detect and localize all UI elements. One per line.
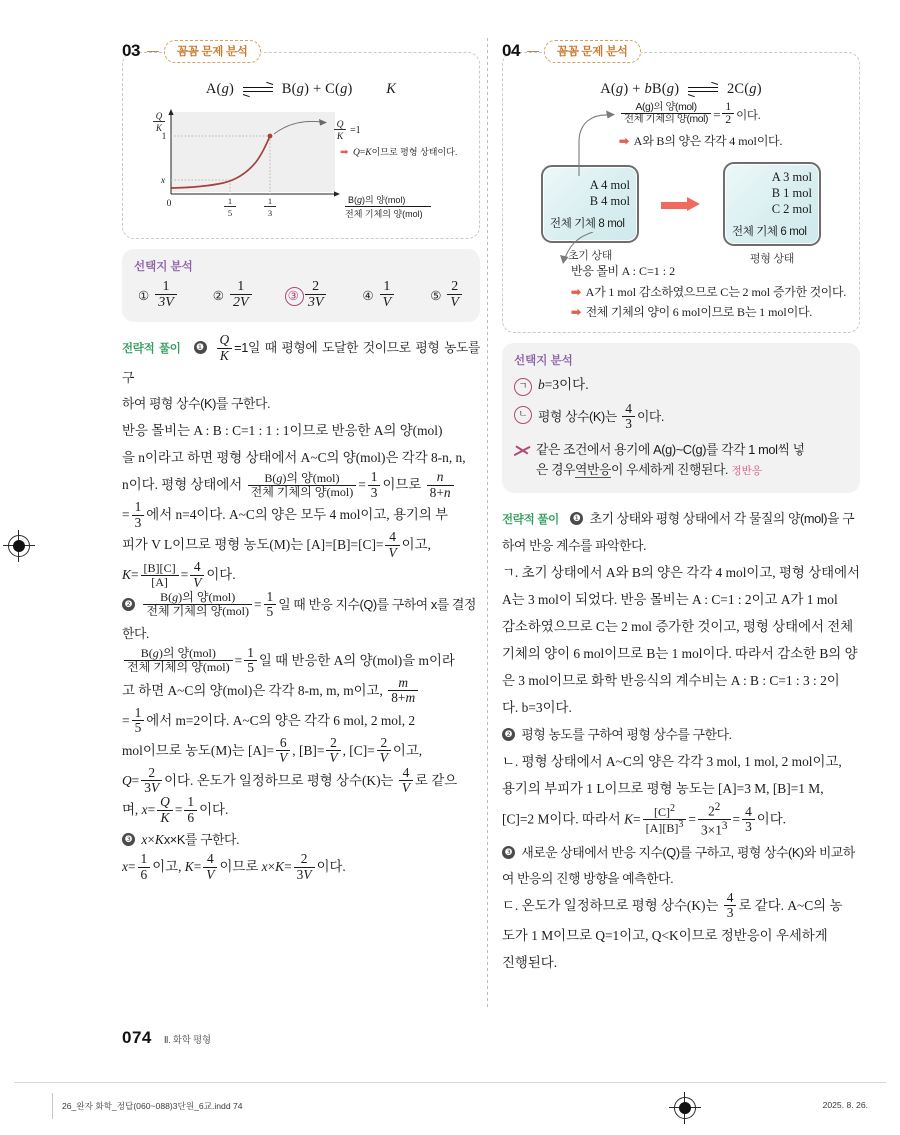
solution-line: 며, x= $\frac{Q}{K}$ = $\frac{1}{6}$ 이다. bbox=[122, 794, 229, 825]
statement-item-incorrect[interactable] bbox=[514, 440, 848, 481]
step-marker-3: ❸ bbox=[122, 833, 135, 846]
solution-line: 전략적 풀이 ❶ $\frac{Q}{K}$ =1일 때 평형에 도달한 것이므로 평형 농도를 구 bbox=[122, 332, 480, 386]
solution-line: 을 n이라고 하면 평형 상태에서 A~C의 양(mol)은 각각 8-n, n, bbox=[122, 450, 466, 466]
vessel-line: C 2 mol bbox=[771, 202, 812, 216]
solution-line: 하여 평형 상수(K)를 구한다. bbox=[122, 396, 271, 412]
analysis-pill-label: 꼼꼼 문제 분석 bbox=[164, 40, 261, 63]
registration-mark-left bbox=[8, 535, 30, 557]
tick-dash-icon bbox=[147, 51, 159, 52]
solution-line: 한다. bbox=[122, 625, 150, 641]
ratio-notes bbox=[515, 262, 847, 322]
problem-03-column bbox=[122, 38, 480, 883]
arrow-right-icon: ➡ bbox=[619, 133, 629, 148]
solution-line: n이다. 평형 상태에서 $\frac{\text{B(g)의 양(mol)}}{\text{전체 기체의 양(mol)}}$ = $\frac{1}{3}$ 이므로 $\frac{n}{8+n}$ bbox=[122, 471, 480, 501]
option-analysis-04 bbox=[502, 343, 860, 494]
reaction-equation-03 bbox=[135, 81, 467, 98]
choice-value: $\frac{1}{2V}$ bbox=[230, 279, 252, 310]
svg-text:3: 3 bbox=[267, 208, 273, 218]
solution-line: 진행된다. bbox=[502, 955, 558, 971]
equation-plus: + bbox=[312, 81, 322, 97]
reaction-arrow-icon bbox=[661, 198, 701, 212]
choice-item[interactable] bbox=[138, 280, 179, 311]
solution-line: 전략적 풀이 ❶ 초기 상태와 평형 상태에서 각 물질의 양(mol)을 구 bbox=[502, 511, 855, 527]
statement-marker-correct: ㄱ bbox=[514, 378, 532, 396]
option-analysis-title: 선택지 분석 bbox=[134, 261, 193, 273]
solution-line: ❷ 평형 농도를 구하여 평형 상수를 구한다. bbox=[502, 721, 860, 748]
ratio-note-1: ➡ A가 1 mol 감소하였으므로 C는 2 mol 증가한 것이다. bbox=[571, 284, 847, 299]
svg-text:1: 1 bbox=[227, 196, 233, 206]
page-footer bbox=[122, 1028, 211, 1048]
step-marker-1: ❶ bbox=[194, 341, 207, 354]
statement-marker-correct: ㄴ bbox=[514, 406, 532, 424]
svg-text:=1: =1 bbox=[350, 125, 361, 136]
solution-line: 용기의 부피가 1 L이므로 평형 농도는 [A]=3 M, [B]=1 M, bbox=[502, 781, 824, 797]
equilibrium-arrow-icon bbox=[688, 84, 718, 96]
svg-text:Q: Q bbox=[155, 111, 163, 121]
svg-text:➡: ➡ bbox=[340, 147, 349, 158]
option-analysis-title: 선택지 분석 bbox=[514, 354, 573, 367]
problem-04-header bbox=[502, 38, 860, 64]
equilibrium-arrow-icon bbox=[243, 84, 273, 96]
svg-text:0: 0 bbox=[166, 199, 172, 209]
problem-number: 04 bbox=[502, 41, 520, 60]
svg-text:1: 1 bbox=[267, 196, 273, 206]
solution-line: 감소하였으므로 C는 2 mol 증가한 것이고, 평형 상태에서 전체 bbox=[502, 618, 854, 634]
page-number: 074 bbox=[122, 1028, 152, 1047]
equation-plus: + bbox=[632, 81, 641, 97]
problem-03-header bbox=[122, 38, 480, 64]
solution-text: =1일 때 평형에 도달한 것이므로 평형 농도를 구 bbox=[122, 340, 480, 386]
arrow-right-icon: ➡ bbox=[571, 284, 581, 299]
choice-value: $\frac{1}{V}$ bbox=[380, 279, 395, 310]
step-marker-2: ❷ bbox=[502, 728, 515, 741]
step-marker-1: ❶ bbox=[570, 512, 583, 525]
footer-rule bbox=[14, 1082, 886, 1083]
vessel-total: 전체 기체 8 mol bbox=[550, 218, 625, 230]
statement-item[interactable] bbox=[514, 375, 848, 396]
callout-fraction-note bbox=[515, 102, 847, 156]
choice-value: $\frac{2}{3V}$ bbox=[305, 279, 327, 310]
solution-label: 전략적 풀이 bbox=[122, 343, 181, 356]
statement-item[interactable] bbox=[514, 400, 848, 433]
vessel-line: A 3 mol bbox=[771, 170, 812, 184]
registration-mark-bottom bbox=[674, 1097, 696, 1119]
solution-line: ㄴ. 평형 상태에서 A~C의 양은 각각 3 mol, 1 mol, 2 mol이고, bbox=[502, 754, 842, 770]
solution-line: ❸ x×Kx×K를 구한다. bbox=[122, 826, 480, 853]
solution-line: 피가 V L이므로 평형 농도(M)는 [A]=[B]=[C]= $\frac{4}{V}$ 이고, bbox=[122, 529, 431, 560]
solution-line: ❷ $\frac{\text{B(g)의 양(mol)}}{\text{전체 기체의 양(mol)}}$ = $\frac{1}{5}$ 일 때 반응 지수(Q)를 구하여 x를 결정 bbox=[122, 591, 480, 621]
print-filename: 26_완자 화학_정답(060~088)3단원_6교.indd 74 bbox=[62, 1101, 243, 1111]
solution-body-03 bbox=[122, 334, 480, 883]
vessel-box bbox=[723, 162, 821, 246]
choice-number: ⑤ bbox=[430, 288, 442, 303]
vessel-line: B 1 mol bbox=[771, 186, 812, 200]
solution-line: mol이므로 농도(M)는 [A]= $\frac{6}{V}$ , [B]= $\frac{2}{V}$ , [C]= $\frac{2}{V}$ 이고, bbox=[122, 734, 423, 766]
column-divider bbox=[487, 38, 488, 1010]
choice-value: $\frac{2}{V}$ bbox=[447, 279, 462, 310]
choice-item[interactable] bbox=[362, 280, 396, 311]
svg-text:B(g)의 양(mol): B(g)의 양(mol) bbox=[348, 195, 406, 205]
arrow-right-icon: ➡ bbox=[571, 305, 581, 320]
equation-reactant-b: bB(g) bbox=[644, 81, 680, 97]
solution-line: x= $\frac{1}{6}$ 이고, K= $\frac{4}{V}$ 이므로 x×K= $\frac{2}{3V}$ 이다. bbox=[122, 851, 346, 882]
step-marker-2: ❷ bbox=[122, 598, 135, 611]
choice-item-selected[interactable] bbox=[288, 280, 329, 311]
solution-line: = $\frac{1}{5}$ 에서 m=2이다. A~C의 양은 각각 6 mol, 2 mol, 2 bbox=[122, 704, 416, 736]
choice-number: ② bbox=[212, 288, 225, 303]
footer-vertical-rule bbox=[52, 1093, 53, 1119]
problem-03-analysis-card bbox=[122, 52, 480, 239]
svg-text:K: K bbox=[155, 123, 163, 133]
choice-item[interactable] bbox=[430, 280, 464, 311]
problem-number: 03 bbox=[122, 41, 140, 60]
solution-line: 고 하면 A~C의 양(mol)은 각각 8-m, m, m이고, $\frac{m}{8+m}$ bbox=[122, 677, 480, 707]
svg-text:Q=K이므로 평형 상태이다.: Q=K이므로 평형 상태이다. bbox=[353, 147, 458, 158]
chart-svg bbox=[135, 108, 469, 220]
solution-line: ㄷ. 온도가 일정하므로 평형 상수(K)는 $\frac{4}{3}$ 로 같다. A~C의 농 bbox=[502, 890, 843, 921]
svg-text:5: 5 bbox=[227, 208, 233, 218]
choice-number-correct: ③ bbox=[287, 288, 299, 303]
ratio-leader-arrow-icon bbox=[537, 232, 597, 268]
equation-product-b: B(g) bbox=[281, 81, 310, 97]
analysis-pill-label: 꼼꼼 문제 분석 bbox=[544, 40, 641, 63]
solution-line: 다. b=3이다. bbox=[502, 699, 572, 715]
solution-line: 여 반응의 진행 방향을 예측한다. bbox=[502, 871, 674, 887]
choice-number: ④ bbox=[362, 288, 374, 303]
choice-number: ① bbox=[138, 288, 150, 303]
solution-line: ❸ 새로운 상태에서 반응 지수(Q)를 구하고, 평형 상수(K)와 비교하 bbox=[502, 839, 860, 866]
print-date: 2025. 8. 26. bbox=[822, 1100, 868, 1110]
solution-line: 하여 반응 계수를 파악한다. bbox=[502, 537, 647, 553]
solution-line: = $\frac{1}{3}$ 에서 n=4이다. A~C의 양은 모두 4 mol이고, 용기의 부 bbox=[122, 499, 449, 530]
solution-line: 기체의 양이 6 mol이므로 B는 1 mol이다. 따라서 감소한 B의 양 bbox=[502, 645, 858, 661]
step-marker-3: ❸ bbox=[502, 846, 515, 859]
solution-line: 은 3 mol이므로 화학 반응식의 계수비는 A : B : C=1 : 3 : 2이 bbox=[502, 672, 840, 688]
equation-product-c: 2C(g) bbox=[726, 81, 762, 97]
problem-04-column bbox=[502, 38, 860, 976]
equation-constant: K bbox=[386, 81, 397, 97]
solution-body-04 bbox=[502, 505, 860, 976]
solution-line: Q= $\frac{2}{3V}$ 이다. 온도가 일정하므로 평형 상수(K)는 $\frac{4}{V}$ 로 같으 bbox=[122, 764, 458, 795]
chapter-label: Ⅱ. 화학 평형 bbox=[163, 1035, 211, 1046]
struck-term: 역반응 bbox=[575, 462, 611, 478]
correction-tag: 정반응 bbox=[731, 465, 762, 478]
equation-reactant: A(g) bbox=[205, 81, 235, 97]
choice-value: $\frac{1}{3V}$ bbox=[155, 279, 177, 310]
ratio-note-2: ➡ 전체 기체의 양이 6 mol이므로 B는 1 mol이다. bbox=[571, 305, 813, 320]
reaction-equation-04 bbox=[515, 81, 847, 98]
choice-list bbox=[134, 278, 468, 311]
vessel-line: A 4 mol bbox=[589, 178, 630, 192]
choice-item[interactable] bbox=[213, 280, 254, 311]
vessel-line: B 4 mol bbox=[589, 194, 630, 208]
vessel-label: 초기 상태 bbox=[567, 250, 613, 262]
solution-line: ㄱ. 초기 상태에서 A와 B의 양은 각각 4 mol이고, 평형 상태에서 bbox=[502, 564, 860, 580]
callout-line-1: $\frac{\text{A(g)의 양(mol)}}{\text{전체 기체의 양(mol)}}$ = $\frac{1}{2}$ 이다. bbox=[619, 102, 782, 128]
solution-line: $\frac{\text{B(g)의 양(mol)}}{\text{전체 기체의 양(mol)}}$ = $\frac{1}{5}$ 일 때 반응한 A의 양(mol)을 m이라 bbox=[122, 647, 480, 677]
statement-text: 평형 상수(K)는 $\frac{4}{3}$ 이다. bbox=[538, 400, 665, 432]
svg-text:Q: Q bbox=[336, 120, 344, 130]
tick-dash-icon bbox=[527, 51, 539, 52]
solution-line: A는 3 mol이 되었다. 반응 몰비는 A : C=1 : 2이고 A가 1 mol bbox=[502, 591, 838, 607]
solution-line: 도가 1 M이므로 Q=1이고, Q<K이므로 정반응이 우세하게 bbox=[502, 927, 828, 943]
svg-text:K: K bbox=[336, 132, 344, 142]
svg-text:전체 기체의 양(mol): 전체 기체의 양(mol) bbox=[345, 209, 423, 219]
problem-04-analysis-card bbox=[502, 52, 860, 333]
solution-label: 전략적 풀이 bbox=[502, 514, 559, 527]
solution-line: 반응 몰비는 A : B : C=1 : 1 : 1이므로 반응한 A의 양(mol) bbox=[122, 423, 443, 439]
svg-text:1: 1 bbox=[161, 131, 167, 141]
vessel-equilibrium bbox=[723, 162, 821, 266]
statement-text: b=3이다. bbox=[538, 376, 589, 392]
callout-leader-arrow-icon bbox=[553, 104, 623, 182]
solution-line: K= $\frac{[B][C]}{[A]}$ = $\frac{4}{V}$ 이다. bbox=[122, 559, 236, 590]
svg-text:x: x bbox=[160, 176, 166, 186]
option-analysis-03 bbox=[122, 249, 480, 322]
equation-product-c: C(g) bbox=[325, 81, 353, 97]
vessel-total: 전체 기체 6 mol bbox=[732, 226, 807, 238]
equation-reactant-a: A(g) bbox=[600, 81, 629, 97]
statement-text: 같은 조건에서 용기에 A(g)~C(g)를 각각 1 mol씩 넣 은 경우역반응이 우세하게 진행된다. 정반응 bbox=[536, 441, 805, 478]
solution-line: [C]=2 M이다. 따라서 K= $\frac{[C]^2}{[A][B]^3}$ = $\frac{2^2}{3\times 1^3}$ = $\frac{4}{3}$ 이다. bbox=[502, 801, 786, 838]
ratio-head: 반응 몰비 A : C=1 : 2 bbox=[571, 264, 676, 278]
callout-line-2: ➡ A와 B의 양은 각각 4 mol이다. bbox=[619, 133, 783, 148]
strike-x-icon bbox=[514, 443, 530, 459]
qk-vs-molfraction-chart bbox=[135, 108, 467, 220]
vessel-label: 평형 상태 bbox=[749, 253, 795, 265]
